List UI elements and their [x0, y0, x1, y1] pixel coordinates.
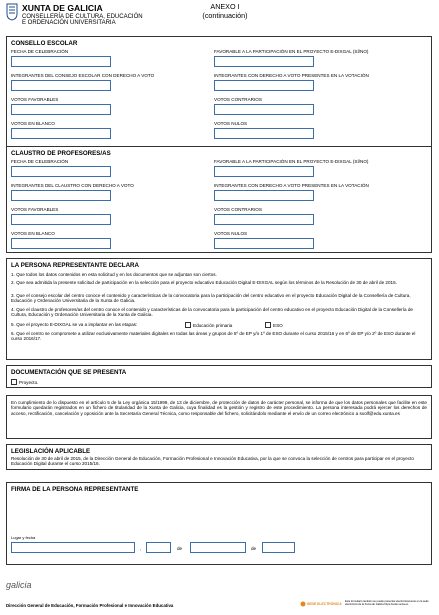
claustro-section	[6, 146, 432, 253]
legislacion-section	[6, 444, 432, 470]
label-nulos: VOTOS NULOS	[214, 121, 248, 126]
privacy-section	[6, 395, 432, 439]
org-name: XUNTA DE GALICIA	[22, 3, 103, 13]
day-input[interactable]	[146, 542, 171, 553]
label-blanco: VOTOS EN BLANCO	[11, 121, 55, 126]
eso-checkbox[interactable]	[265, 322, 271, 328]
label-nulos: VOTOS NULOS	[214, 231, 248, 236]
legislacion-text: Resolución de 30 de abril de 2015, de la Dirección General de Educación, Formación Profesional e Innovación Educativa, por la que se convoca la selección de centros para participar en el proyecto Educación Digital durante el curso 2015/16.	[11, 456, 414, 467]
primaria-checkbox[interactable]	[185, 322, 191, 328]
declara-section	[6, 258, 432, 360]
section-title: CONSELLO ESCOLAR	[11, 40, 78, 47]
annex-title: ANEXO I	[210, 2, 240, 11]
label-contrarios: VOTOS CONTRARIOS	[214, 207, 262, 212]
dept-line-1: CONSELLERÍA DE CULTURA, EDUCACIÓN	[22, 14, 143, 20]
declara-item-3: 3. Que el consejo escolar del centro conoce el contenido y características de la convocatoria para la participación del centro educativo en el proyecto Educación Digital de la Consellería de Cultura, Educación y Ordenación Universitaria de la Xunta de Galicia.	[11, 293, 411, 304]
contrarios-input[interactable]	[214, 104, 314, 115]
label-fecha: FECHA DE CELEBRACIÓN	[11, 49, 69, 54]
de-separator-1: de	[177, 546, 183, 551]
favorables-input[interactable]	[11, 104, 111, 115]
label-integrantes: INTEGRANTES DEL CLAUSTRO CON DERECHO A VOTO	[11, 183, 134, 188]
blanco-input[interactable]	[11, 128, 111, 139]
year-input[interactable]	[262, 542, 295, 553]
direction-text: Dirección General de Educación, Formación Profesional e Innovación Educativa	[6, 603, 174, 608]
label-presentes: INTEGRANTES CON DERECHO A VOTO PRESENTES EN LA VOTACIÓN	[214, 73, 369, 78]
galicia-logo: galicia	[6, 580, 32, 590]
sede-icon	[300, 601, 306, 607]
fecha-input[interactable]	[11, 56, 111, 67]
fecha-input[interactable]	[11, 166, 111, 177]
month-input[interactable]	[190, 542, 246, 553]
favorable-input[interactable]	[214, 166, 314, 177]
primaria-label: Educación primaria	[193, 323, 233, 328]
favorables-input[interactable]	[11, 214, 111, 225]
proyecto-label: Proyecto.	[19, 380, 39, 385]
label-fecha: FECHA DE CELEBRACIÓN	[11, 159, 69, 164]
privacy-text: En cumplimiento de lo dispuesto en el artículo 5 de la Ley orgánica 15/1999, de 13 de diciembre, de protección de datos de carácter personal, se informa de que los datos personales que facilite en este formulario quedarán registrados en un fichero de titularidad de la Xunta de Galicia, cuya finalidad es la gestión y registro de este procedimiento. La persona interesada podrá ejercer los derechos de acceso, rectificación, cancelación y oposición ante la Secretaría General Técnica, como responsable del fichero, solicitándolo mediante el envío de un correo electrónico a sxolf@edu.xunta.es	[11, 400, 427, 416]
consello-section	[6, 36, 432, 159]
de-separator-2: de	[251, 546, 257, 551]
section-title: DOCUMENTACIÓN QUE SE PRESENTA	[11, 369, 127, 376]
declara-item-5: 5. Que el proyecto E-DIXGAL se va a implantar en las etapas:	[11, 322, 138, 327]
xunta-shield-logo	[6, 3, 18, 21]
nulos-input[interactable]	[214, 128, 314, 139]
section-title: LEGISLACIÓN APLICABLE	[11, 448, 91, 455]
integrantes-input[interactable]	[11, 80, 111, 91]
label-integrantes: INTEGRANTES DEL CONSEJO ESCOLAR CON DERECHO A VOTO	[11, 73, 155, 78]
integrantes-input[interactable]	[11, 190, 111, 201]
proyecto-checkbox[interactable]	[11, 379, 17, 385]
section-title: CLAUSTRO DE PROFESORES/AS	[11, 150, 111, 157]
label-favorables: VOTOS FAVORABLES	[11, 207, 59, 212]
dept-line-2: E ORDENACIÓN UNIVERSITARIA	[22, 20, 116, 26]
section-title: FIRMA DE LA PERSONA REPRESENTANTE	[11, 486, 139, 493]
favorable-input[interactable]	[214, 56, 314, 67]
nulos-input[interactable]	[214, 238, 314, 249]
declara-item-4: 4. Que el claustro de profesores/as del centro conoce el contenido y características de la convocatoria para la participación del centro educativo en el proyecto Educación Digital de la Consellería de Cultura, Educación y Ordenación Universitaria de la Xunta de Galicia.	[11, 307, 413, 318]
label-favorable: FAVORABLE A LA PARTICIPACIÓN EN EL PROYECTO E-DIXGAL (SÍ/NO)	[214, 159, 369, 164]
label-favorables: VOTOS FAVORABLES	[11, 97, 59, 102]
eso-label: ESO	[273, 323, 283, 328]
presentes-input[interactable]	[214, 80, 314, 91]
declara-item-2: 2. Que sea admitida la presente solicitud de participación en la selección para el proyecto educativo Educación Digital E-DIXGAL según los términos de la Resolución de 30 de abril de 2015.	[11, 280, 397, 285]
documentacion-section	[6, 365, 432, 388]
declara-item-1: 1. Que todos los datos contenidos en esta solicitud y en los documentos que se adjuntan son ciertos.	[11, 272, 217, 277]
annex-subtitle: (continuación)	[202, 11, 248, 20]
sede-label: SEDE ELECTRÓNICA	[307, 602, 342, 606]
comma-separator: ,	[140, 546, 142, 551]
sede-note: Este formulario también se puede presentar electrónicamente en la sede electrónica de la Xunta de Galicia https://sede.xunta.es	[345, 600, 429, 606]
contrarios-input[interactable]	[214, 214, 314, 225]
blanco-input[interactable]	[11, 238, 111, 249]
label-blanco: VOTOS EN BLANCO	[11, 231, 55, 236]
presentes-input[interactable]	[214, 190, 314, 201]
firma-section	[6, 482, 432, 565]
section-title: LA PERSONA REPRESENTANTE DECLARA	[11, 262, 139, 269]
label-favorable: FAVORABLE A LA PARTICIPACIÓN EN EL PROYECTO E-DIXGAL (SÍ/NO)	[214, 49, 369, 54]
declara-item-6: 6. Que el centro se compromete a utilizar exclusivamente materiales digitales en todas las áreas y grupos de 5º de EP y/o 1º de ESO durante el curso 2015/16 y en 6º de EP y/o 2º de ESO durante el curso 2016/17.	[11, 331, 416, 342]
label-presentes: INTEGRANTES CON DERECHO A VOTO PRESENTES EN LA VOTACIÓN	[214, 183, 369, 188]
lugar-fecha-label: Lugar y fecha	[11, 535, 36, 540]
lugar-input[interactable]	[11, 542, 135, 553]
label-contrarios: VOTOS CONTRARIOS	[214, 97, 262, 102]
